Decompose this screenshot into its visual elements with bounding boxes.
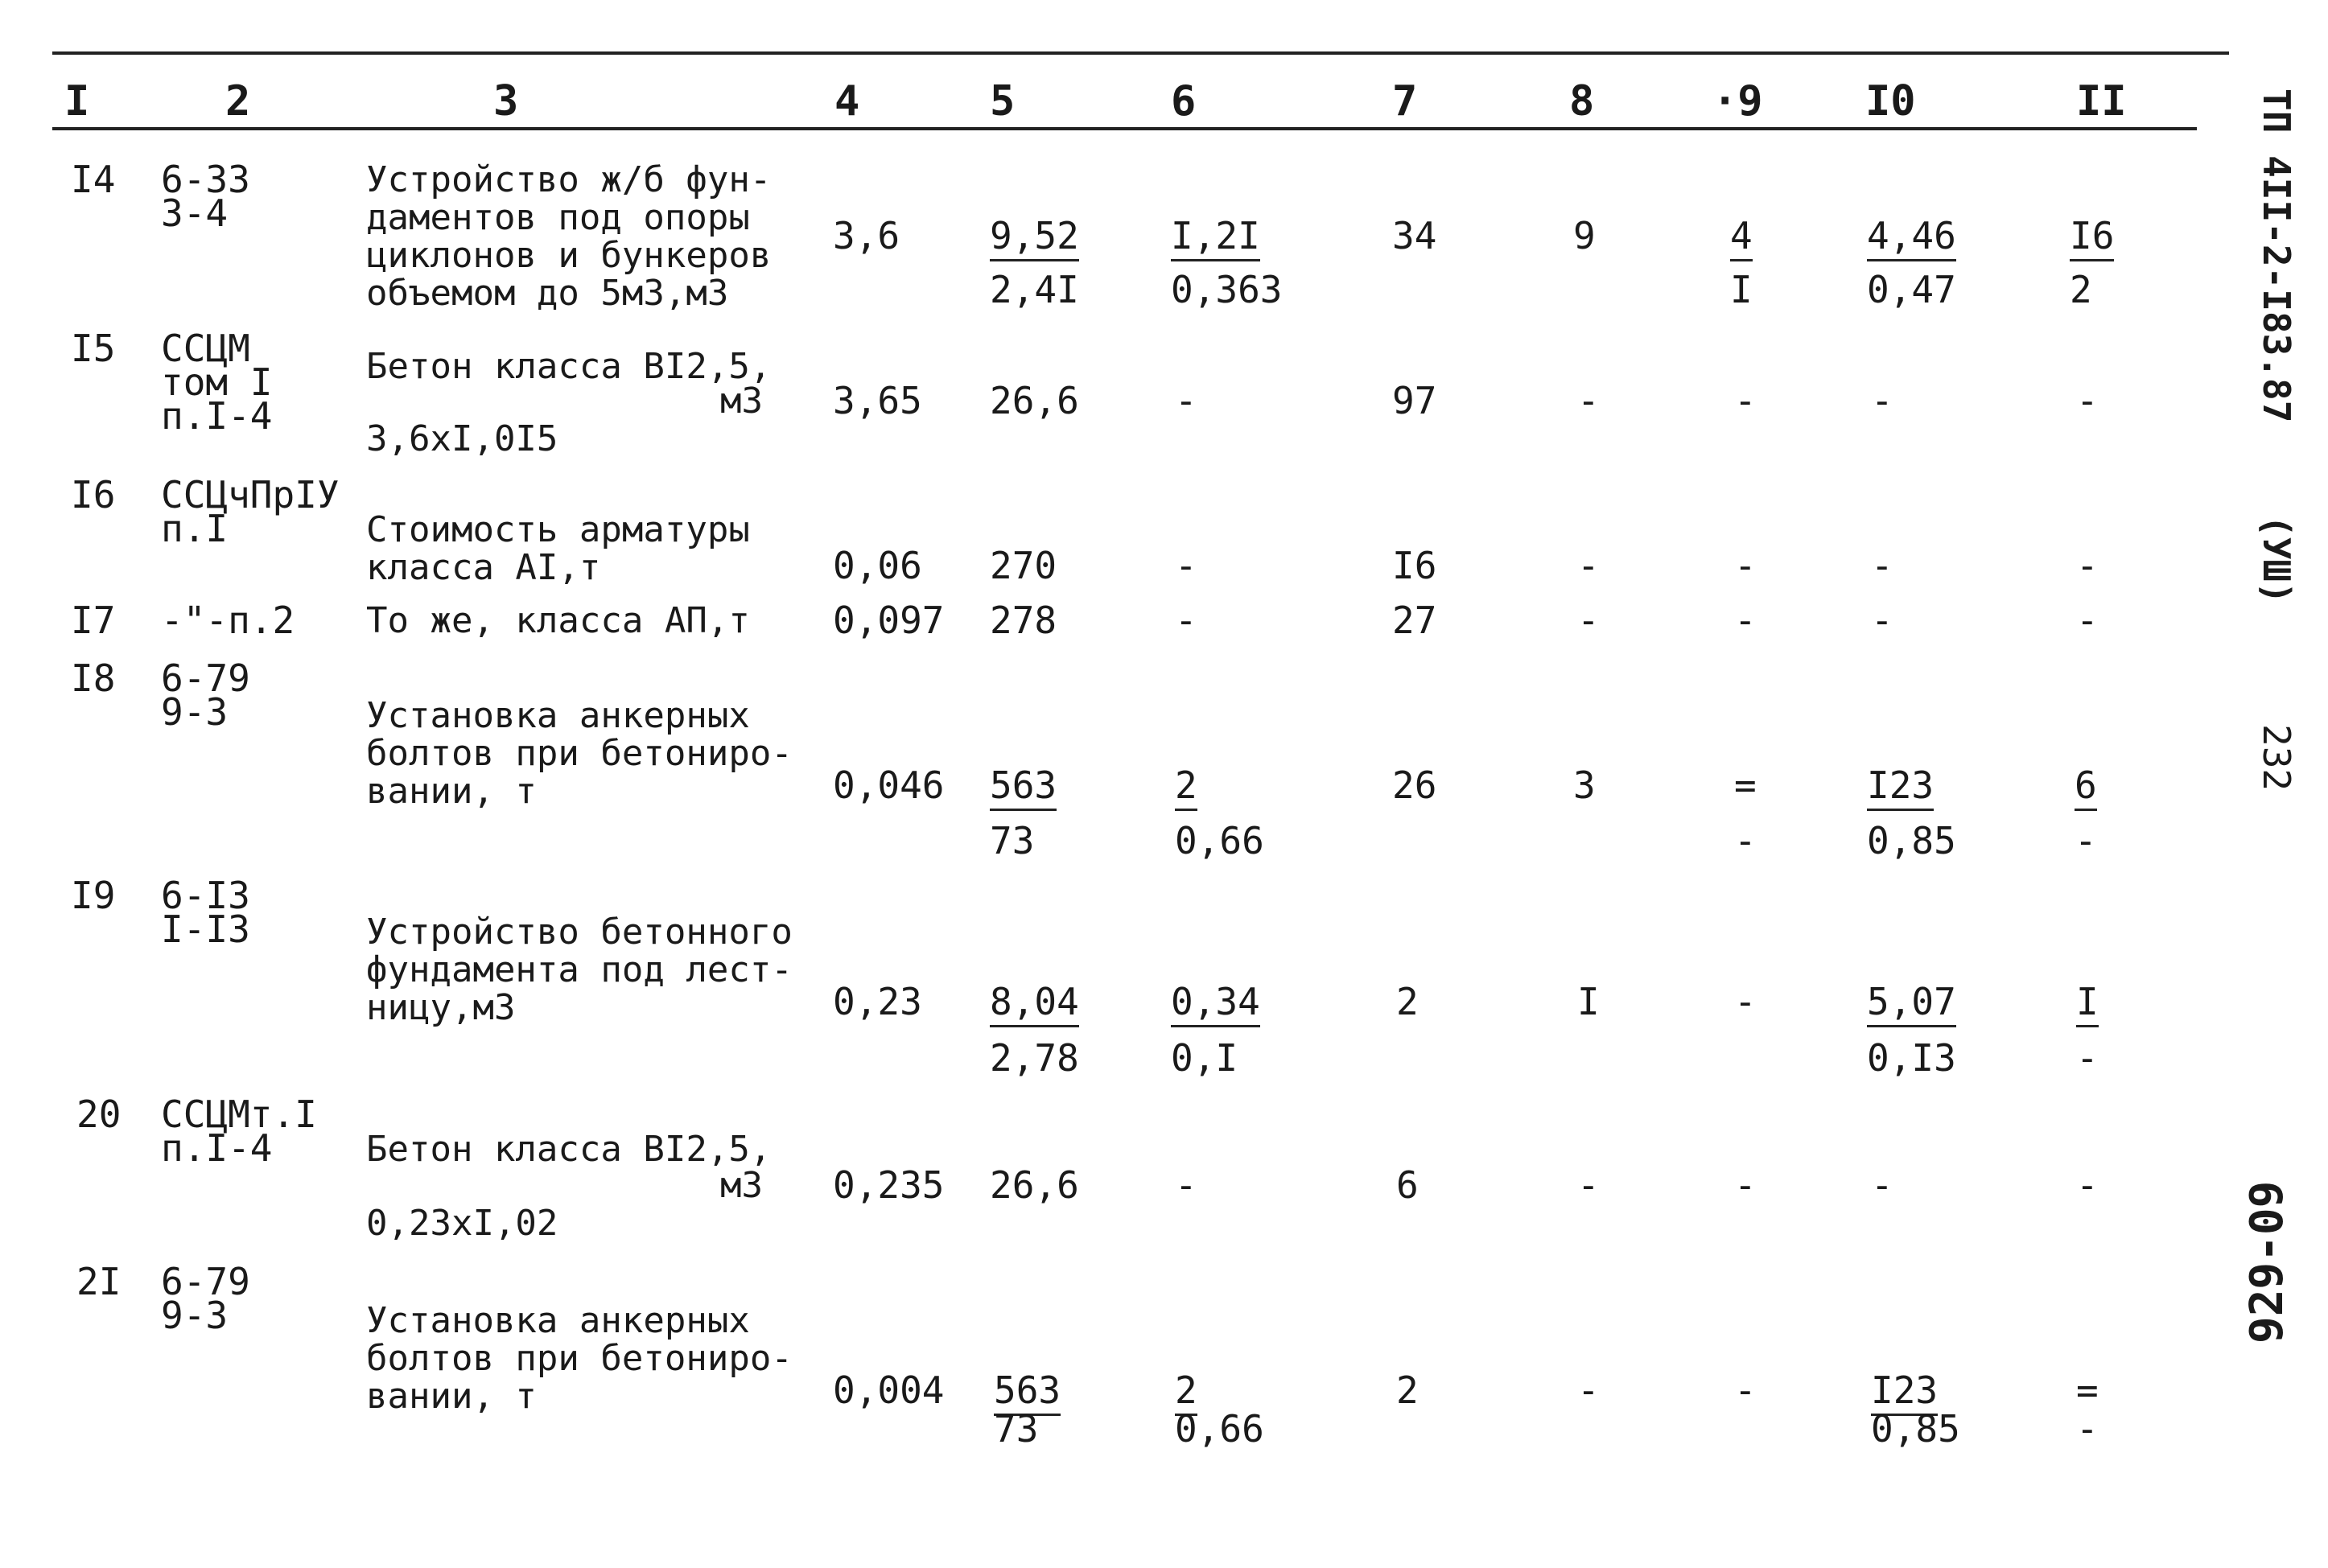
cell-col-7: 2 xyxy=(1396,1368,1419,1412)
quantity-cell: 0,046 xyxy=(833,763,945,807)
row-number: I7 xyxy=(71,599,116,642)
margin-doc-code: ТП 4II-2-I83.87 xyxy=(2255,88,2298,423)
code-line: -"-п.2 xyxy=(161,599,295,642)
fraction-top: I23 xyxy=(1867,763,1934,811)
cell-col-7: 6 xyxy=(1396,1163,1419,1207)
quantity-cell: 0,23 xyxy=(833,980,922,1023)
desc-line: болтов при бетониро- xyxy=(366,733,793,774)
fraction-bottom: 0,I3 xyxy=(1867,1036,1956,1080)
fraction-top: I,2I xyxy=(1171,214,1260,261)
header-col-1: I xyxy=(64,77,90,126)
desc-calc: 0,23xI,02 xyxy=(366,1203,558,1244)
cell-col-8: - xyxy=(1577,1163,1600,1207)
desc-line: вании, т xyxy=(366,1376,537,1417)
code-line: 3-4 xyxy=(161,191,229,235)
cell-col-11: - xyxy=(2076,599,2099,642)
quantity-cell: 3,65 xyxy=(833,379,922,422)
cell-col-6: - xyxy=(1175,1163,1197,1207)
cell-col-8: - xyxy=(1577,544,1600,587)
code-line: п.I-4 xyxy=(161,1126,273,1170)
quantity-cell: 0,097 xyxy=(833,599,945,642)
cell-col-5: 26,6 xyxy=(990,379,1079,422)
desc-line: Устройство ж/б фун- xyxy=(366,159,772,200)
header-col-4: 4 xyxy=(834,77,860,126)
code-line: 9-3 xyxy=(161,690,229,734)
code-line: 6-I3 xyxy=(161,874,250,917)
desc-unit: м3 xyxy=(720,1165,763,1206)
row-number: I8 xyxy=(71,656,116,700)
cell-col-10: - xyxy=(1871,544,1893,587)
header-col-2: 2 xyxy=(225,77,251,126)
fraction-top: 6 xyxy=(2075,763,2097,811)
code-line: 6-79 xyxy=(161,1260,250,1303)
fraction-bottom: 0,47 xyxy=(1867,268,1956,311)
margin-album: (УШ) xyxy=(2255,515,2298,604)
cell-col-5: 270 xyxy=(990,544,1057,587)
fraction-bottom: 2,4I xyxy=(990,268,1079,311)
cell-col-9: - xyxy=(1734,379,1757,422)
cell-col-11: - xyxy=(2076,379,2099,422)
cell-col-5: 278 xyxy=(990,599,1057,642)
margin-sheet-number: 929-09 xyxy=(2241,1180,2293,1344)
header-col-11: II xyxy=(2076,77,2127,126)
cell-col-8: - xyxy=(1577,379,1600,422)
desc-line: болтов при бетониро- xyxy=(366,1338,793,1379)
code-line: п.I-4 xyxy=(161,394,273,438)
fraction-bottom: - xyxy=(2076,1407,2099,1451)
desc-unit: м3 xyxy=(720,381,763,422)
code-line: 9-3 xyxy=(161,1294,229,1337)
quantity-cell: 3,6 xyxy=(833,214,900,257)
fraction-bottom: 0,I xyxy=(1171,1036,1238,1080)
cell-col-7: 2 xyxy=(1396,980,1419,1023)
cell-col-8: 9 xyxy=(1573,214,1596,257)
code-line: том I xyxy=(161,360,273,404)
fraction-top: 4,46 xyxy=(1867,214,1956,261)
cell-col-10: - xyxy=(1871,599,1893,642)
header-rule xyxy=(52,127,2197,130)
fraction-bottom: - xyxy=(1734,819,1757,862)
fraction-bottom: 73 xyxy=(990,819,1035,862)
cell-col-7: 26 xyxy=(1392,763,1437,807)
fraction-bottom: 0,85 xyxy=(1871,1407,1960,1451)
desc-line: фундамента под лест- xyxy=(366,949,793,990)
header-col-5: 5 xyxy=(990,77,1016,126)
cell-col-10: - xyxy=(1871,379,1893,422)
code-line: п.I xyxy=(161,507,229,550)
cell-col-6: - xyxy=(1175,599,1197,642)
desc-line: Установка анкерных xyxy=(366,1300,750,1341)
code-line: I-I3 xyxy=(161,907,250,951)
fraction-top: 9,52 xyxy=(990,214,1079,261)
desc-line: Установка анкерных xyxy=(366,695,750,736)
fraction-bottom: - xyxy=(2075,819,2097,862)
row-number: I9 xyxy=(71,874,116,917)
quantity-cell: 0,235 xyxy=(833,1163,945,1207)
cell-col-8: - xyxy=(1577,599,1600,642)
code-line: ССЦчПрIУ xyxy=(161,473,340,516)
quantity-cell: 0,004 xyxy=(833,1368,945,1412)
fraction-top: 0,34 xyxy=(1171,980,1260,1027)
fraction-bottom: I xyxy=(1730,268,1753,311)
code-line: 6-79 xyxy=(161,656,250,700)
quantity-cell: 0,06 xyxy=(833,544,922,587)
code-line: ССЦМт.I xyxy=(161,1093,317,1136)
cell-col-7: 34 xyxy=(1392,214,1437,257)
fraction-top: I23 xyxy=(1871,1368,1938,1416)
cell-col-9: - xyxy=(1734,1368,1757,1412)
fraction-bottom: - xyxy=(2076,1036,2099,1080)
fraction-top: I xyxy=(2076,980,2099,1027)
fraction-top: 563 xyxy=(990,763,1057,811)
fraction-bottom: 73 xyxy=(994,1407,1039,1451)
desc-line: Устройство бетонного xyxy=(366,912,793,953)
cell-col-11: - xyxy=(2076,1163,2099,1207)
row-number: 2I xyxy=(76,1260,122,1303)
header-col-6: 6 xyxy=(1171,77,1197,126)
fraction-top: 5,07 xyxy=(1867,980,1956,1027)
fraction-top: 2 xyxy=(1175,1368,1197,1416)
row-number: I5 xyxy=(71,327,116,370)
fraction-bottom: 0,363 xyxy=(1171,268,1283,311)
fraction-bottom: 2,78 xyxy=(990,1036,1079,1080)
cell-col-7: 97 xyxy=(1392,379,1437,422)
fraction-top: 563 xyxy=(994,1368,1061,1416)
fraction-top: I6 xyxy=(2070,214,2114,261)
fraction-top: 2 xyxy=(1175,763,1197,811)
fraction-top: 8,04 xyxy=(990,980,1079,1027)
fraction-bottom: 0,85 xyxy=(1867,819,1956,862)
cell-col-9: - xyxy=(1734,980,1757,1023)
desc-line: Стоимость арматуры xyxy=(366,509,750,550)
cell-col-11: - xyxy=(2076,544,2099,587)
fraction-bottom: 2 xyxy=(2070,268,2092,311)
row-number: I6 xyxy=(71,473,116,516)
fraction-top: 4 xyxy=(1730,214,1753,261)
cell-col-9: - xyxy=(1734,599,1757,642)
cell-col-8: I xyxy=(1577,980,1600,1023)
margin-page-number: 232 xyxy=(2255,724,2298,792)
desc-line: даментов под опоры xyxy=(366,197,750,238)
desc-line: То же, класса АП,т xyxy=(366,600,750,641)
cell-col-10: - xyxy=(1871,1163,1893,1207)
row-number: 20 xyxy=(76,1093,122,1136)
desc-line: ницу,м3 xyxy=(366,987,516,1028)
cell-col-8: - xyxy=(1577,1368,1600,1412)
cell-col-7: I6 xyxy=(1392,544,1437,587)
header-col-8: 8 xyxy=(1569,77,1595,126)
desc-line: Бетон класса BI2,5, xyxy=(366,1129,772,1170)
header-col-10: I0 xyxy=(1865,77,1916,126)
cell-col-6: - xyxy=(1175,544,1197,587)
desc-line: вании, т xyxy=(366,771,537,812)
cell-col-8: 3 xyxy=(1573,763,1596,807)
code-line: 6-33 xyxy=(161,158,250,201)
code-line: ССЦМ xyxy=(161,327,250,370)
row-number: I4 xyxy=(71,158,116,201)
cell-col-5: 26,6 xyxy=(990,1163,1079,1207)
header-col-7: 7 xyxy=(1392,77,1418,126)
desc-calc: 3,6xI,0I5 xyxy=(366,418,558,459)
desc-line: объемом до 5м3,м3 xyxy=(366,273,729,314)
cell-col-7: 27 xyxy=(1392,599,1437,642)
fraction-bottom: 0,66 xyxy=(1175,819,1264,862)
cell-col-9: - xyxy=(1734,1163,1757,1207)
fraction-top: = xyxy=(2076,1368,2099,1412)
cell-col-6: - xyxy=(1175,379,1197,422)
top-rule xyxy=(52,51,2229,55)
desc-line: Бетон класса BI2,5, xyxy=(366,346,772,387)
cell-col-9: - xyxy=(1734,544,1757,587)
header-col-9: ·9 xyxy=(1712,77,1763,126)
fraction-bottom: 0,66 xyxy=(1175,1407,1264,1451)
desc-line: класса AI,т xyxy=(366,547,601,588)
header-col-3: 3 xyxy=(493,77,519,126)
fraction-top: = xyxy=(1734,763,1757,807)
desc-line: циклонов и бункеров xyxy=(366,235,772,276)
